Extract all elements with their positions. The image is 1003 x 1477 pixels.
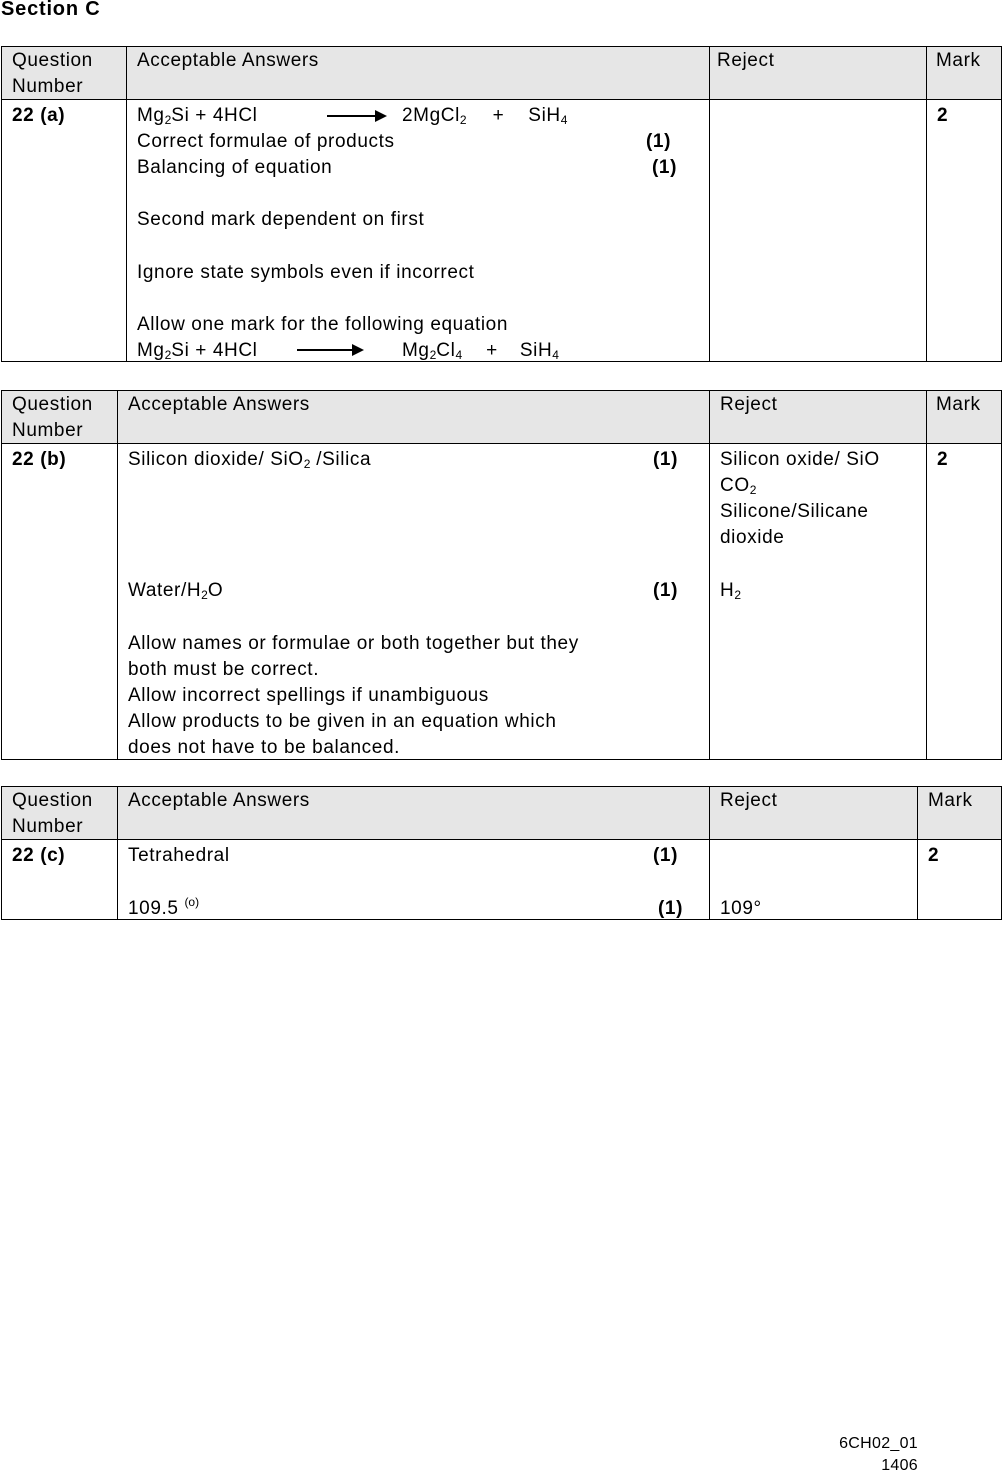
- answer-note: Ignore state symbols even if incorrect: [137, 262, 475, 283]
- reject-line: $CO_2$: [720, 475, 757, 497]
- answers-header: Acceptable Answers: [128, 790, 310, 811]
- reject-header: Reject: [720, 790, 778, 811]
- answers-header: Acceptable Answers: [137, 50, 319, 71]
- answer-note: Allow incorrect spellings if unambiguous: [128, 685, 489, 706]
- reject-line: Silicone/Silicane: [720, 501, 869, 522]
- mark-scheme-table-22a: [1, 46, 1002, 362]
- answer-line: Water/$H_2O$: [128, 580, 224, 602]
- mark-scheme-table-22b: [1, 390, 1002, 760]
- answer-line: Tetrahedral: [128, 845, 230, 866]
- reject-line: Silicon oxide/ SiO: [720, 449, 880, 470]
- answer-mark: (1): [652, 157, 678, 178]
- question-header: Question Number: [12, 394, 93, 441]
- page-footer: [839, 1433, 918, 1477]
- table-header-row: [2, 787, 1002, 840]
- answer-mark: (1): [653, 580, 679, 601]
- answer-note: Second mark dependent on first: [137, 209, 425, 230]
- answer-line: Correct formulae of products: [137, 131, 395, 152]
- equation-lhs: $Mg_2Si + 4HCl$: [137, 105, 258, 127]
- mark-scheme-table-22c: [1, 786, 1002, 920]
- equation-alt-lhs: $Mg_2Si + 4HCl$: [137, 340, 258, 362]
- table-header-row: [2, 47, 1002, 100]
- table-row: [2, 840, 1002, 920]
- equation-alt-rhs: $Mg_2Cl_4 + SiH_4$: [402, 340, 559, 362]
- answer-line: Silicon dioxide/ SiO$_2$ /Silica: [128, 449, 372, 471]
- reject-header: Reject: [720, 394, 778, 415]
- answer-note: Allow names or formulae or both together but they: [128, 633, 579, 654]
- mark-header: Mark: [928, 790, 973, 811]
- answer-mark: (1): [653, 449, 679, 470]
- reject-header: Reject: [717, 50, 775, 71]
- answer-mark: (1): [653, 845, 679, 866]
- answers-header: Acceptable Answers: [128, 394, 310, 415]
- answer-note: both must be correct.: [128, 659, 320, 680]
- answer-mark: (1): [646, 131, 672, 152]
- mark-header: Mark: [936, 50, 981, 71]
- reject-line: 109°: [720, 898, 762, 919]
- reaction-arrow-icon: [327, 115, 385, 117]
- table-row: [2, 444, 1002, 760]
- question-header: Question Number: [12, 790, 93, 837]
- mark-value: 2: [937, 105, 949, 126]
- question-number: 22 (b): [12, 449, 67, 470]
- answer-mark: (1): [658, 898, 684, 919]
- paper-code: 6CH02_01: [839, 1435, 918, 1452]
- table-row: [2, 100, 1002, 362]
- table-header-row: [2, 391, 1002, 444]
- answer-note: Allow products to be given in an equation which: [128, 711, 557, 732]
- answer-line: Balancing of equation: [137, 157, 333, 178]
- reject-line: dioxide: [720, 527, 785, 548]
- mark-value: 2: [928, 845, 940, 866]
- section-title: Section C: [1, 0, 101, 20]
- equation-rhs: 2MgCl$_2$ + SiH$_4$: [402, 105, 568, 127]
- answer-line: 109.5 $^{(o)}$: [128, 895, 200, 919]
- mark-header: Mark: [936, 394, 981, 415]
- page-number: 1406: [881, 1457, 918, 1474]
- mark-value: 2: [937, 449, 949, 470]
- question-number: 22 (a): [12, 105, 66, 126]
- reject-line: $H_2$: [720, 580, 742, 602]
- reaction-arrow-icon: [297, 349, 362, 351]
- question-number: 22 (c): [12, 845, 66, 866]
- answer-note: Allow one mark for the following equation: [137, 314, 509, 335]
- question-header: Question Number: [12, 50, 93, 97]
- answer-note: does not have to be balanced.: [128, 737, 400, 758]
